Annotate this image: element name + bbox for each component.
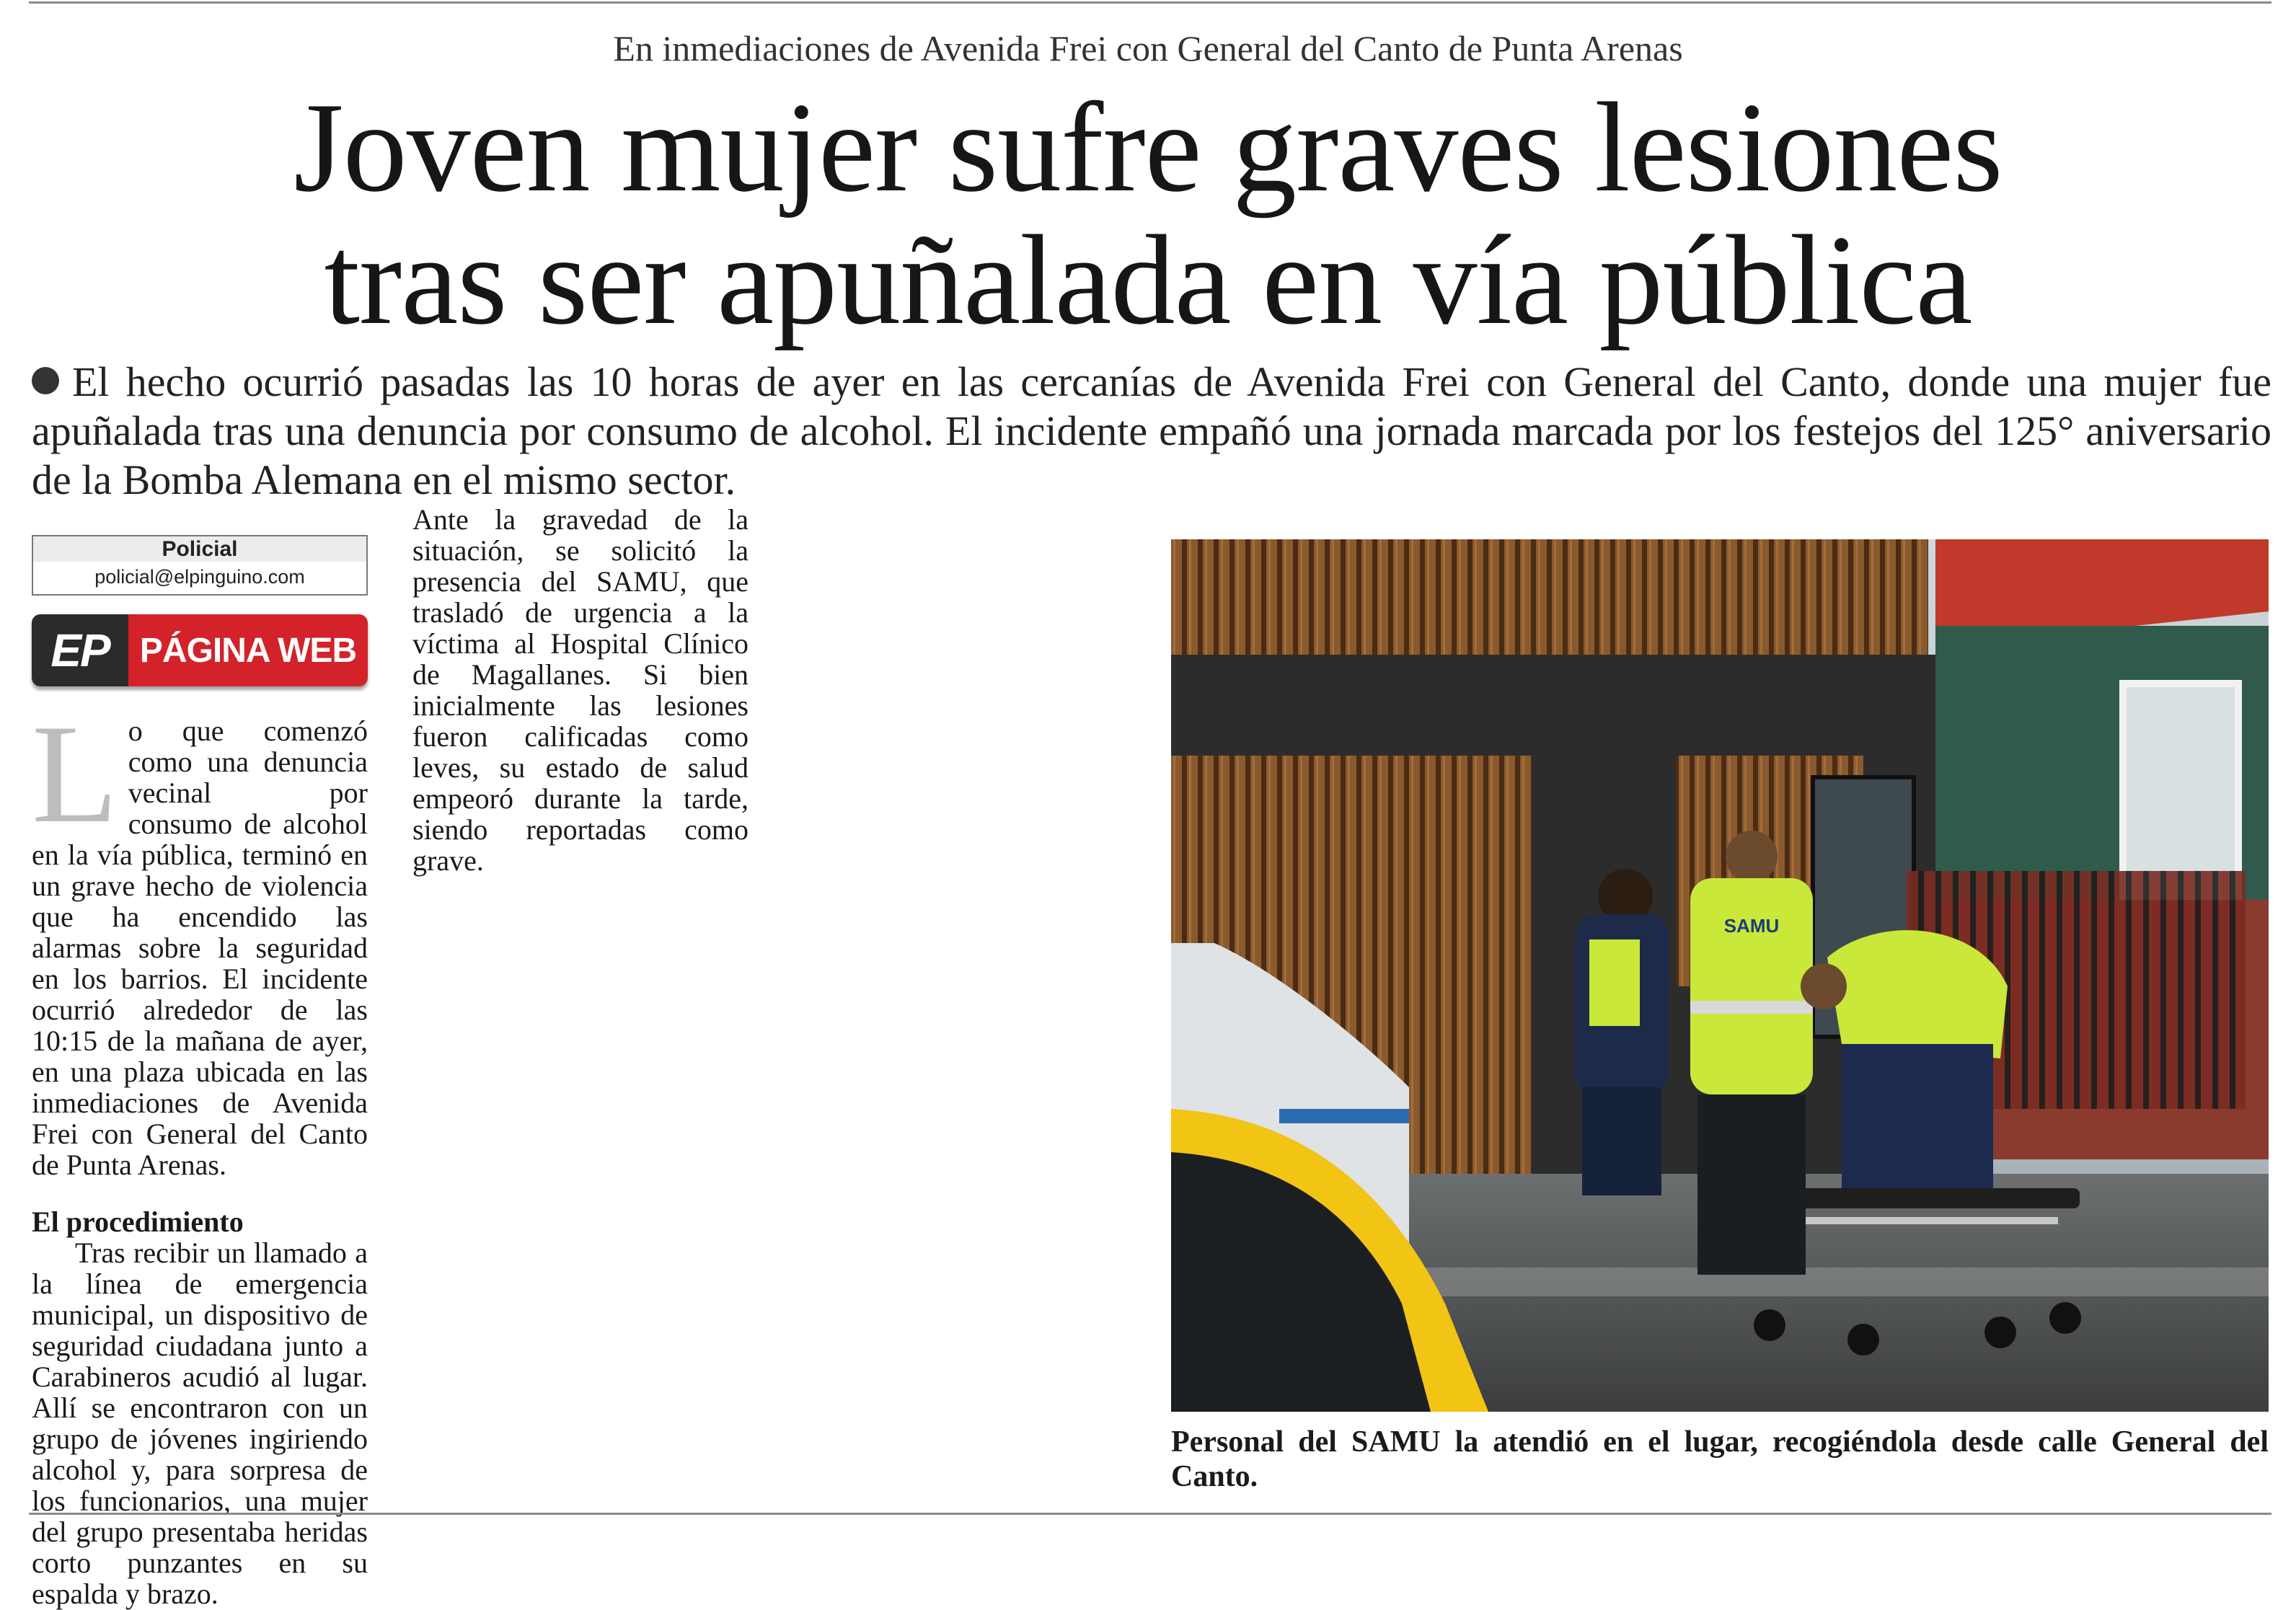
top-rule (29, 1, 2271, 4)
section-email[interactable]: policial@elpinguino.com (94, 566, 305, 588)
photo-vest-text: SAMU (1723, 915, 1780, 937)
paragraph-intro: Lo que comenzó como una denuncia vecinal por consumo de alcohol en la vía pública, terminó en un grave hecho de violencia que ha encendido las alarmas sobre la seguridad en los barrios. El incidente ocurrió alrededor de las 10:15 de la mañana de ayer, en una plaza ubicada en las inmediaciones de Avenida Frei con General del Canto de Punta Arenas. (32, 696, 368, 1181)
photo-wood-upper (1171, 539, 1928, 655)
article-column-2 (412, 503, 749, 877)
article-column-1 (32, 535, 368, 1609)
headline (0, 76, 2296, 351)
paragraph-gravedad: Ante la gravedad de la situación, se solicitó la presencia del SAMU, que trasladó de urgencia a la víctima al Hospital Clínico de Magallanes. Si bien inicialmente las lesiones fueron calificadas como leves, su estado de salud empeoró durante la tarde, siendo reportadas como grave. (412, 503, 749, 877)
photo-house-window (2123, 684, 2238, 900)
web-page-badge[interactable] (32, 614, 368, 686)
photo-paramedic-left (1575, 869, 1669, 1195)
bullet-icon (32, 367, 59, 394)
section-box (32, 535, 368, 596)
photo-car-stripe (1279, 1109, 1409, 1123)
dropcap: L (32, 696, 118, 852)
photo-paramedic-center (1690, 831, 1813, 1275)
lede-text: El hecho ocurrió pasadas las 10 horas de ayer en las cercanías de Avenida Frei con General del Canto, donde una mujer fue apuñalada tras una denuncia por consumo de alcohol. El incidente empañó una jornada marcada por los festejos del 125° aniversario de la Bomba Alemana en el mismo sector. (32, 358, 2271, 503)
kicker: En inmediaciones de Avenida Frei con General del Canto de Punta Arenas (613, 28, 1683, 68)
subhead-procedimiento: El procedimiento (32, 1206, 244, 1238)
paragraph-procedimiento: Tras recibir un llamado a la línea de emergencia municipal, un dispositivo de seguridad ciudadana junto a Carabineros acudió al lugar. Allí se encontraron con un grupo de jóvenes ingiriendo alcohol y, para sorpresa de los funcionarios, una mujer del grupo presentaba heridas corto punzantes en su espalda y brazo. (32, 1237, 368, 1610)
lede (32, 358, 2271, 505)
web-page-label: PÁGINA WEB (128, 614, 368, 686)
headline-line-1: Joven mujer sufre graves lesiones (293, 76, 2003, 218)
bottom-rule (29, 1513, 2271, 1515)
news-photo (1171, 539, 2269, 1412)
ep-logo: EP (32, 614, 128, 686)
section-name: Policial (162, 537, 238, 561)
photo-caption: Personal del SAMU la atendió en el lugar, recogiéndola desde calle General del Canto. (1171, 1425, 2269, 1493)
headline-line-2: tras ser apuñalada en vía pública (324, 208, 1972, 351)
